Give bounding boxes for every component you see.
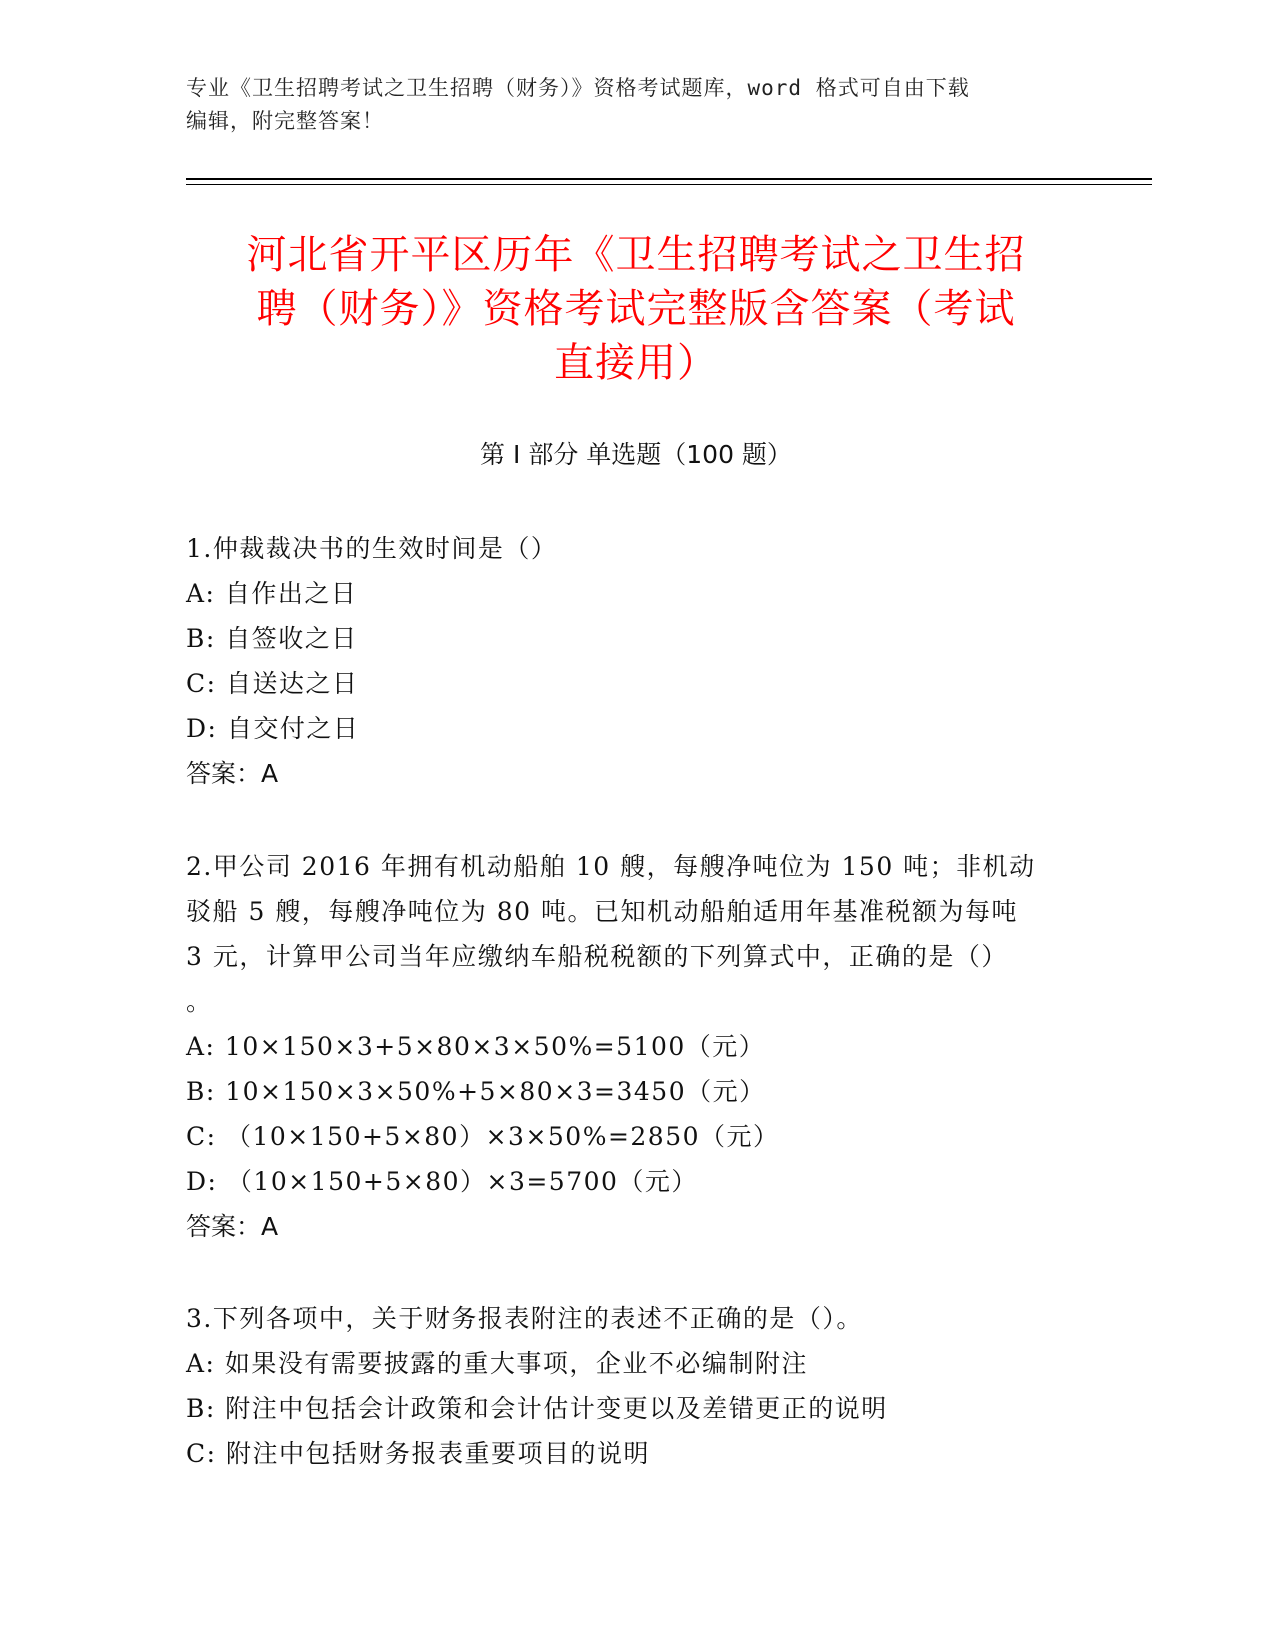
question-3 [186,1296,1086,1476]
question-stem: 2.甲公司 2016 年拥有机动船舶 10 艘，每艘净吨位为 150 吨；非机动 [186,852,1036,881]
answer: 答案：A [186,759,279,788]
option-c: C: 自送达之日 [186,669,359,698]
option-b: B: 10×150×3×50%+5×80×3=3450（元） [186,1077,766,1106]
question-stem: 。 [186,987,213,1016]
header-divider [186,178,1152,180]
option-d: D: （10×150+5×80）×3=5700（元） [186,1167,698,1196]
document-title-line: 直接用） [554,340,718,386]
option-b: B: 自签收之日 [186,624,358,653]
header-divider-thin [186,184,1152,185]
question-stem: 1.仲裁裁决书的生效时间是（） [186,534,558,563]
option-c: C: 附注中包括财务报表重要项目的说明 [186,1439,650,1468]
option-a: A: 如果没有需要披露的重大事项，企业不必编制附注 [186,1349,808,1378]
question-stem: 3.下列各项中，关于财务报表附注的表述不正确的是（）。 [186,1304,863,1333]
question-stem: 驳船 5 艘，每艘净吨位为 80 吨。已知机动船舶适用年基准税额为每吨 [186,897,1019,926]
section-title: 第 I 部分 单选题（100 题） [480,440,792,469]
question-2 [186,844,1086,1249]
document-title-line: 聘（财务）》资格考试完整版含答案（考试 [256,286,1016,332]
option-c: C: （10×150+5×80）×3×50%=2850（元） [186,1122,780,1151]
option-a: A: 10×150×3+5×80×3×50%=5100（元） [186,1032,766,1061]
document-title [186,228,1086,390]
question-1 [186,526,1086,796]
answer: 答案：A [186,1212,279,1241]
header-note [186,72,1066,138]
header-note-line: 专业《卫生招聘考试之卫生招聘（财务）》资格考试题库，word 格式可自由下载 [186,76,970,100]
option-d: D: 自交付之日 [186,714,360,743]
header-note-line: 编辑，附完整答案！ [186,109,384,133]
option-b: B: 附注中包括会计政策和会计估计变更以及差错更正的说明 [186,1394,888,1423]
document-title-line: 河北省开平区历年《卫生招聘考试之卫生招 [246,232,1026,278]
question-stem: 3 元，计算甲公司当年应缴纳车船税税额的下列算式中，正确的是（） [186,942,1008,971]
option-a: A: 自作出之日 [186,579,358,608]
